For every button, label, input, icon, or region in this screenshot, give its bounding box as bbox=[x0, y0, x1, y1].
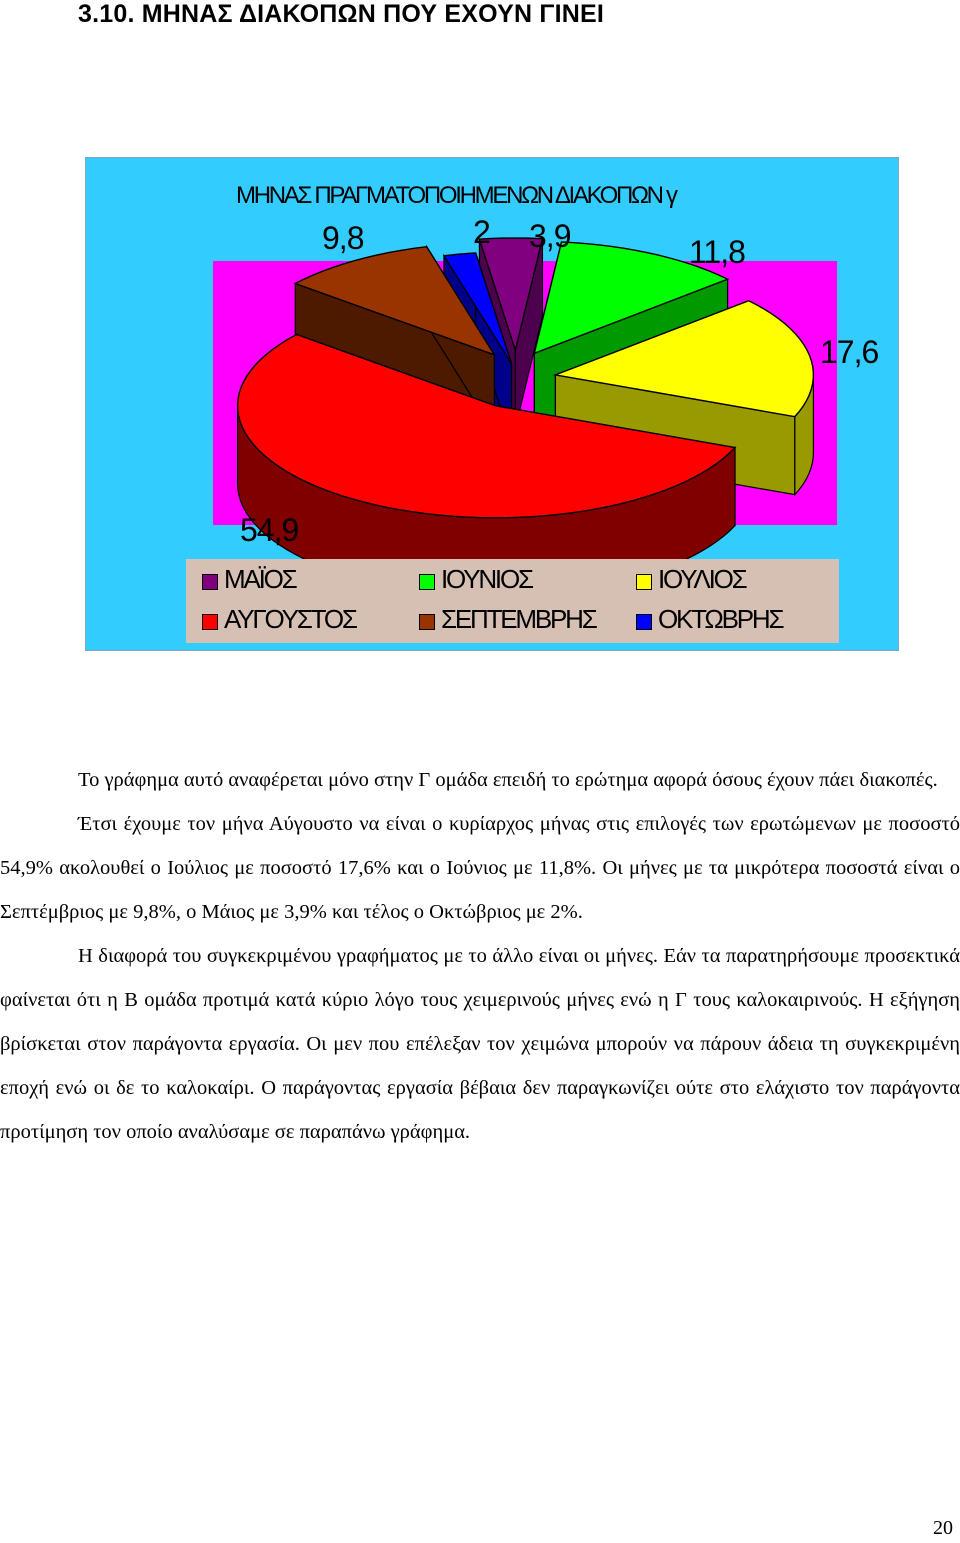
legend-label: ΑΥΓΟΥΣΤΟΣ bbox=[224, 604, 356, 634]
chart-legend bbox=[186, 559, 839, 643]
data-label-october: 2 bbox=[473, 214, 490, 250]
legend-label: ΟΚΤΩΒΡΗΣ bbox=[658, 604, 783, 634]
legend-swatch bbox=[636, 574, 652, 590]
page-number: 20 bbox=[933, 1517, 953, 1539]
legend-label: ΜΑΪΟΣ bbox=[224, 564, 296, 594]
paragraph: Η διαφορά του συγκεκριμένου γραφήματος με το άλλο είναι οι μήνες. Εάν τα παρατηρήσουμε προσεκτικά φαίνεται ότι η Β ομάδα προτιμά κατά κύριο λόγο τους χειμερινούς μήνες ενώ η Γ τους καλοκαιρινούς. Η εξήγηση βρίσκεται στον παράγοντα εργασία. Οι μεν που επέλεξαν τον χειμώνα μπορούν να πάρουν άδεια τη συγκεκριμένη εποχή ενώ οι δε το καλοκαίρι. Ο παράγοντας εργασία βέβαια δεν παραγκωνίζει ούτε στο ελάχιστο τον παράγοντα προτίμηση τον οποίο αναλύσαμε σε παραπάνω γράφημα. bbox=[0, 945, 960, 1143]
data-label-september: 9,8 bbox=[322, 220, 364, 256]
legend-swatch bbox=[419, 614, 435, 630]
data-label-august: 54,9 bbox=[240, 512, 299, 548]
legend-swatch bbox=[202, 574, 218, 590]
legend-label: ΙΟΥΝΙΟΣ bbox=[441, 564, 532, 594]
legend-swatch bbox=[636, 614, 652, 630]
legend-swatch bbox=[202, 614, 218, 630]
data-label-june: 11,8 bbox=[689, 234, 745, 270]
legend-swatch bbox=[419, 574, 435, 590]
pie-chart bbox=[85, 157, 899, 651]
data-label-may: 3,9 bbox=[529, 218, 571, 254]
data-label-july: 17,6 bbox=[820, 334, 879, 370]
body-text bbox=[0, 758, 960, 1154]
section-heading: 3.10. ΜΗΝΑΣ ΔΙΑΚΟΠΩΝ ΠΟΥ ΕΧΟΥΝ ΓΙΝΕΙ bbox=[78, 0, 605, 28]
legend-label: ΣΕΠΤΕΜΒΡΗΣ bbox=[441, 604, 596, 634]
paragraph: Έτσι έχουμε τον μήνα Αύγουστο να είναι ο κυρίαρχος μήνας στις επιλογές των ερωτώμενων με ποσοστό 54,9% ακολουθεί ο Ιούλιος με ποσοστό 17,6% και ο Ιούνιος με 11,8%. Οι μήνες με τα μικρότερα ποσοστά είναι ο Σεπτέμβριος με 9,8%, ο Μάιος με 3,9% και τέλος ο Οκτώβριος με 2%. bbox=[0, 813, 960, 923]
chart-title: ΜΗΝΑΣ ΠΡΑΓΜΑΤΟΠΟΙΗΜΕΝΩΝ ΔΙΑΚΟΠΩΝ γ bbox=[236, 182, 676, 209]
paragraph: Το γράφημα αυτό αναφέρεται μόνο στην Γ ομάδα επειδή το ερώτημα αφορά όσους έχουν πάει διακοπές. bbox=[78, 769, 938, 791]
legend-label: ΙΟΥΛΙΟΣ bbox=[658, 564, 746, 594]
